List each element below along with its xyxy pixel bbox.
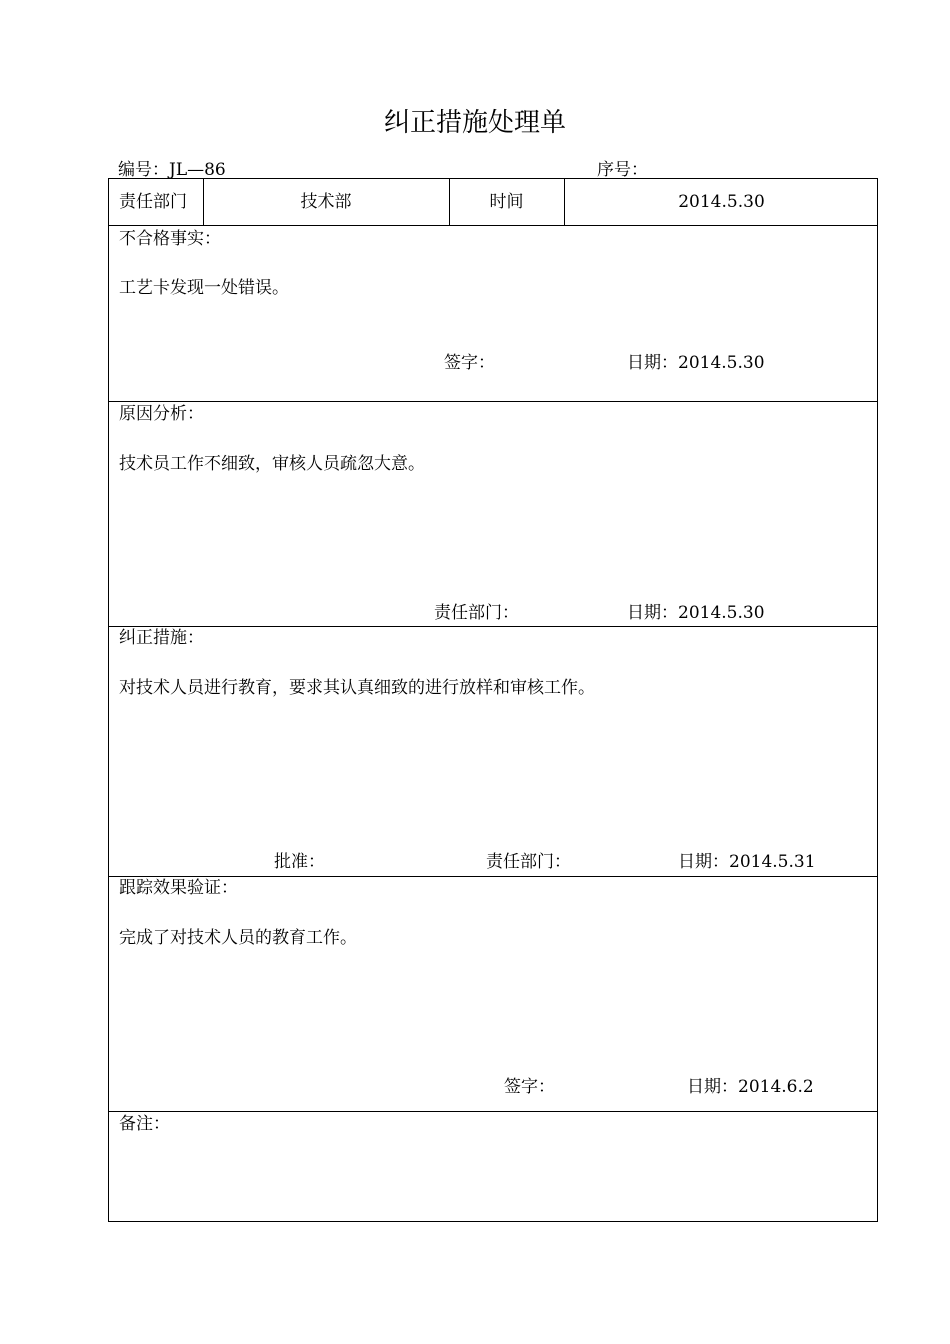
page-title: 纠正措施处理单 xyxy=(383,108,566,138)
divider xyxy=(109,225,877,226)
form-table xyxy=(108,178,878,1222)
time-value: 2014.5.30 xyxy=(678,192,765,212)
divider xyxy=(109,401,877,402)
verification-label: 跟踪效果验证： xyxy=(119,878,238,898)
nonconformity-content: 工艺卡发现一处错误。 xyxy=(119,278,289,298)
dept-label: 责任部门 xyxy=(119,192,187,212)
divider xyxy=(109,1111,877,1112)
corrective-label: 纠正措施： xyxy=(119,628,204,648)
corrective-date: 日期：2014.5.31 xyxy=(678,852,816,872)
divider xyxy=(109,876,877,877)
verification-date: 日期：2014.6.2 xyxy=(687,1077,814,1097)
nonconformity-label: 不合格事实： xyxy=(119,229,221,249)
verification-sign: 签字： xyxy=(504,1077,555,1097)
cause-content: 技术员工作不细致，审核人员疏忽大意。 xyxy=(119,454,425,474)
verification-content: 完成了对技术人员的教育工作。 xyxy=(119,928,357,948)
cause-dept: 责任部门： xyxy=(434,603,519,623)
serial-number: 序号： xyxy=(597,160,648,180)
form-number: 编号：JL—86 xyxy=(118,160,226,180)
dept-value: 技术部 xyxy=(300,192,352,212)
nonconformity-date: 日期：2014.5.30 xyxy=(627,353,765,373)
divider xyxy=(109,626,877,627)
corrective-approve: 批准： xyxy=(274,852,325,872)
cause-label: 原因分析： xyxy=(119,404,204,424)
nonconformity-sign: 签字： xyxy=(444,353,495,373)
corrective-dept: 责任部门： xyxy=(486,852,571,872)
corrective-content: 对技术人员进行教育，要求其认真细致的进行放样和审核工作。 xyxy=(119,678,595,698)
cause-date: 日期：2014.5.30 xyxy=(627,603,765,623)
time-label: 时间 xyxy=(489,192,524,212)
remarks-label: 备注： xyxy=(119,1114,170,1134)
